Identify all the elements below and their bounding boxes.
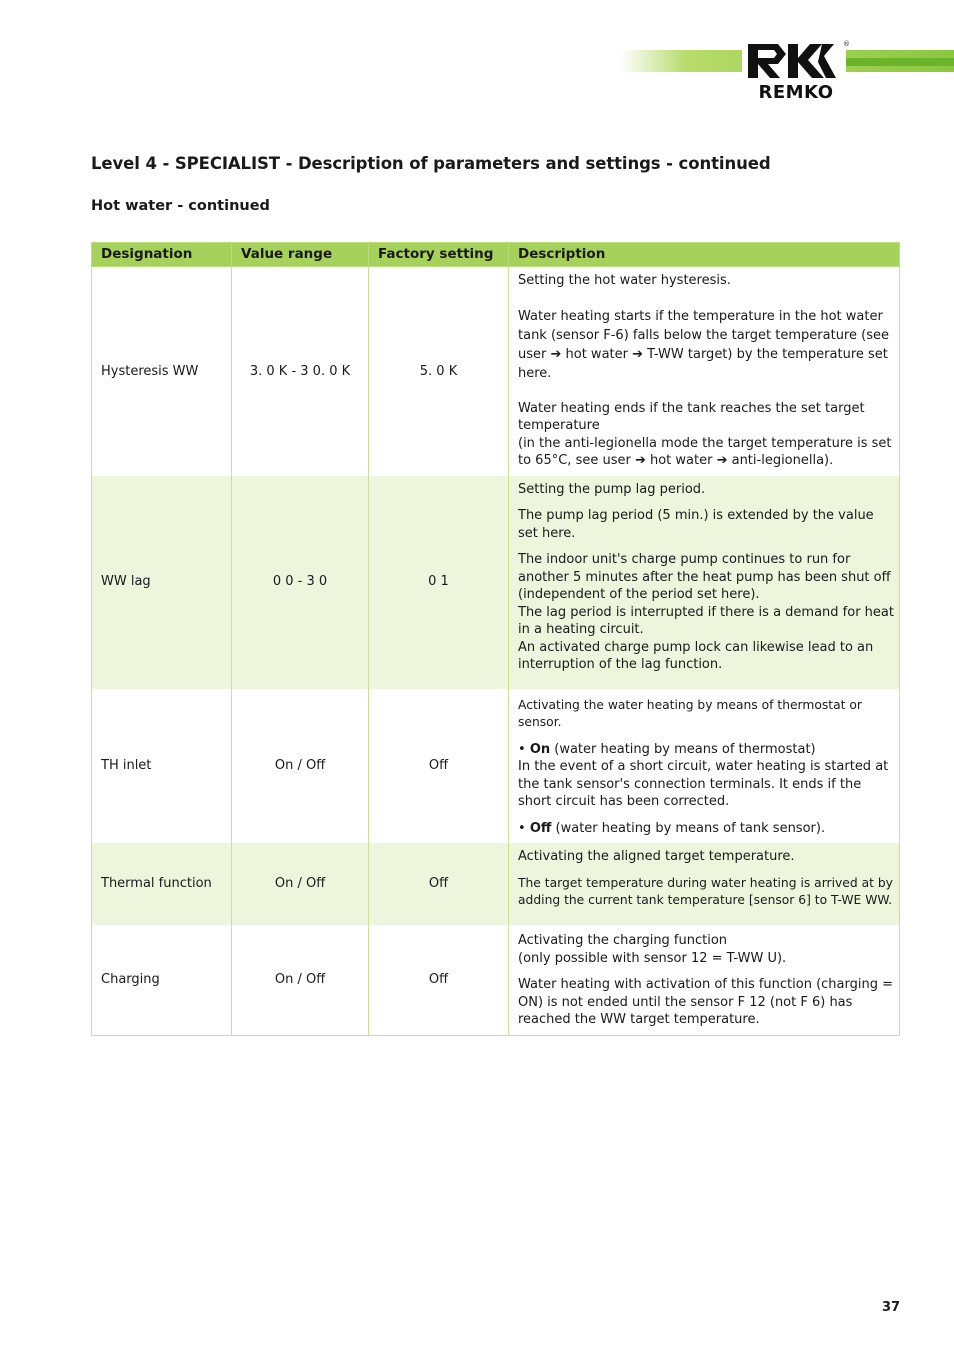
description-paragraph: Activating the aligned target temperature. bbox=[518, 849, 795, 864]
description-paragraph: • Off (water heating by means of tank sensor). bbox=[518, 820, 826, 836]
description-paragraph: Activating the water heating by means of thermostat or sensor. bbox=[518, 697, 862, 729]
description-paragraph: Water heating with activation of this function (charging = ON) is not ended until the sensor F 12 (not F 6) has reached the WW target temperature. bbox=[518, 977, 894, 1027]
value-range-cell: On / Off bbox=[232, 843, 369, 925]
table-row bbox=[92, 843, 900, 925]
designation-cell: Charging bbox=[92, 925, 232, 1035]
factory-setting-cell: Off bbox=[369, 689, 509, 844]
factory-setting-cell: Off bbox=[369, 843, 509, 925]
column-header-value-range: Value range bbox=[232, 243, 369, 267]
table-row bbox=[92, 689, 900, 844]
designation-cell: TH inlet bbox=[92, 689, 232, 844]
value-range-cell: 0 0 - 3 0 bbox=[232, 476, 369, 689]
description-paragraph: The target temperature during water heating is arrived at by adding the current tank temperature [sensor 6] to T-WE WW. bbox=[518, 875, 893, 907]
value-range-cell: 3. 0 K - 3 0. 0 K bbox=[232, 267, 369, 476]
description-paragraph: Water heating ends if the tank reaches the set target temperature (in the anti-legionella mode the target temperature is set to 65°C, see user ➔ hot water ➔ anti-legionella). bbox=[518, 400, 892, 468]
table-row bbox=[92, 925, 900, 1035]
value-range-cell: On / Off bbox=[232, 689, 369, 844]
description-cell bbox=[509, 476, 900, 689]
parameters-table bbox=[91, 242, 900, 1036]
description-paragraph: The pump lag period (5 min.) is extended by the value set here. bbox=[518, 508, 874, 541]
description-cell bbox=[509, 843, 900, 925]
table-row bbox=[92, 267, 900, 476]
designation-cell: WW lag bbox=[92, 476, 232, 689]
column-header-designation: Designation bbox=[92, 243, 232, 267]
brand-name: REMKO bbox=[758, 82, 834, 103]
factory-setting-cell: 5. 0 K bbox=[369, 267, 509, 476]
factory-setting-cell: Off bbox=[369, 925, 509, 1035]
column-header-description: Description bbox=[509, 243, 900, 267]
designation-cell: Thermal function bbox=[92, 843, 232, 925]
description-paragraph: Water heating starts if the temperature in the hot water tank (sensor F-6) falls below the target temperature (see user ➔ hot water ➔ T-WW target) by the temperature set here. bbox=[518, 308, 889, 381]
value-range-cell: On / Off bbox=[232, 925, 369, 1035]
factory-setting-cell: 0 1 bbox=[369, 476, 509, 689]
description-cell bbox=[509, 925, 900, 1035]
description-cell bbox=[509, 267, 900, 476]
column-header-factory-setting: Factory setting bbox=[369, 243, 509, 267]
registered-mark: ® bbox=[843, 40, 850, 48]
table-row bbox=[92, 476, 900, 689]
description-paragraph: Setting the pump lag period. bbox=[518, 481, 706, 497]
table-header-row bbox=[92, 243, 900, 267]
page-number: 37 bbox=[882, 1300, 901, 1315]
description-paragraph: Activating the charging function (only possible with sensor 12 = T-WW U). bbox=[518, 933, 787, 966]
page-title: Level 4 - SPECIALIST - Description of parameters and settings - continued bbox=[91, 154, 771, 173]
description-cell bbox=[509, 689, 900, 844]
section-subtitle: Hot water - continued bbox=[91, 198, 270, 214]
designation-cell: Hysteresis WW bbox=[92, 267, 232, 476]
description-paragraph: The indoor unit's charge pump continues to run for another 5 minutes after the heat pump has been shut off (independent of the period set here). The lag period is interrupted if there is a demand for heat in a heating circuit. An activated charge pump lock can likewise lead to an interruption of the lag function. bbox=[518, 552, 894, 672]
description-paragraph: • On (water heating by means of thermostat) In the event of a short circuit, water heating is started at the tank sensor's connection terminals. It ends if the short circuit has been corrected. bbox=[518, 741, 889, 809]
description-paragraph: Setting the hot water hysteresis. bbox=[518, 273, 731, 288]
